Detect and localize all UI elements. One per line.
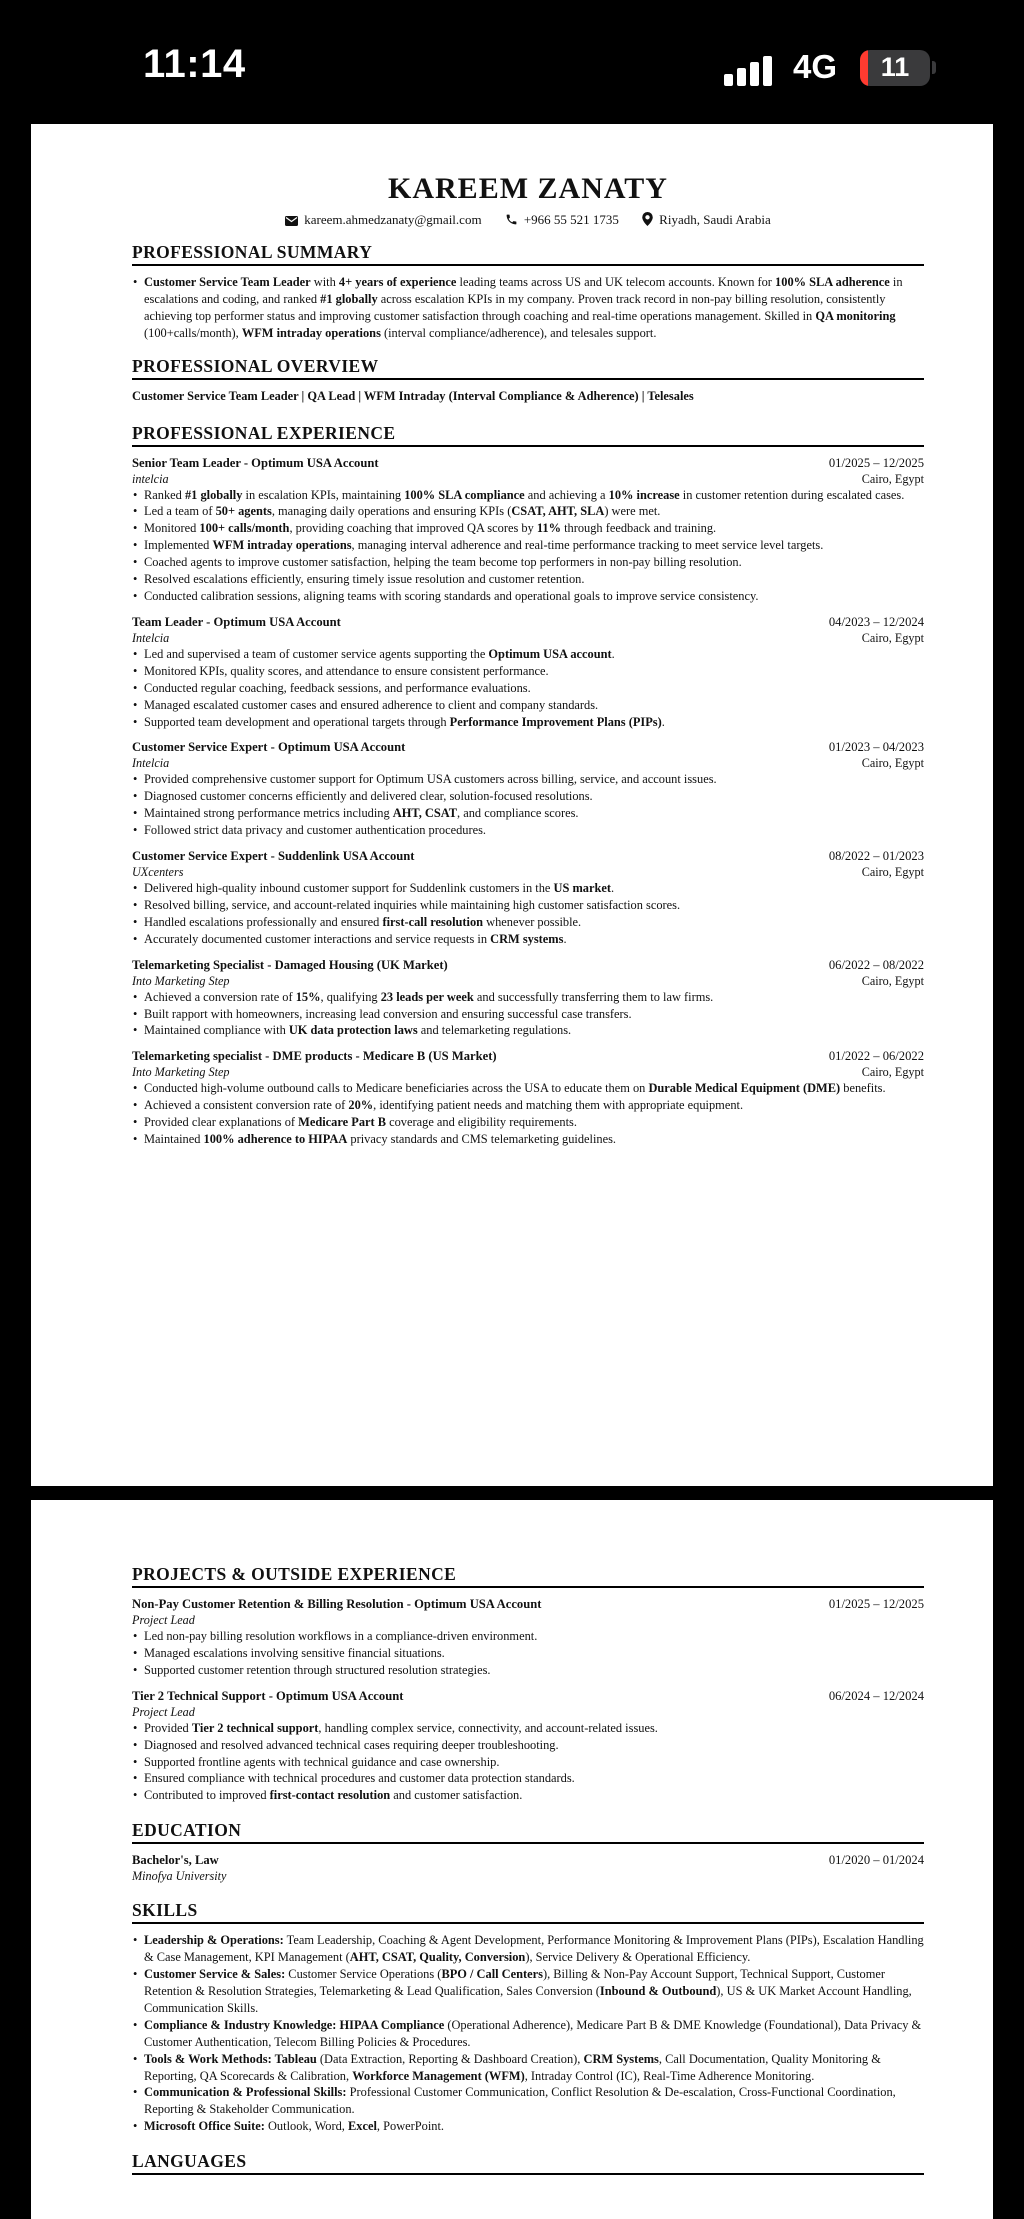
job-bullet: • Achieved a consistent conversion rate of 20%, identifying patient needs and matching them with appropriate equipment. — [144, 1097, 924, 1114]
job-bullet: • Provided comprehensive customer support for Optimum USA customers across billing, service, and account issues. — [144, 771, 924, 788]
job-bullet: • Provided clear explanations of Medicare Part B coverage and eligibility requirements. — [144, 1114, 924, 1131]
battery-tip — [932, 61, 936, 74]
job-bullets — [132, 989, 924, 1040]
section-projects-heading: PROJECTS & OUTSIDE EXPERIENCE — [132, 1564, 924, 1588]
project-bullet: • Provided Tier 2 technical support, handling complex service, connectivity, and account-related issues. — [144, 1720, 924, 1737]
signal-icon — [724, 52, 774, 86]
job-title: Team Leader - Optimum USA Account — [132, 614, 341, 629]
job-location: Cairo, Egypt — [861, 1065, 924, 1080]
job-bullet: • Followed strict data privacy and customer authentication procedures. — [144, 822, 924, 839]
job-bullet: • Conducted regular coaching, feedback sessions, and performance evaluations. — [144, 680, 924, 697]
phone-icon — [505, 213, 518, 226]
project-header — [132, 1688, 924, 1705]
job-bullet: • Built rapport with homeowners, increasing lead conversion and ensuring successful case transfers. — [144, 1006, 924, 1023]
job-subheader — [132, 756, 924, 771]
section-experience-heading: PROFESSIONAL EXPERIENCE — [132, 423, 924, 447]
job-bullet: • Diagnosed customer concerns efficiently and delivered clear, solution-focused resolutions. — [144, 788, 924, 805]
job-company: Into Marketing Step — [132, 973, 230, 988]
project-bullet: • Supported frontline agents with technical guidance and case ownership. — [144, 1754, 924, 1771]
experience-entry — [132, 614, 924, 731]
contact-line — [132, 212, 924, 228]
job-company: Into Marketing Step — [132, 1065, 230, 1080]
project-bullets — [132, 1628, 924, 1679]
status-bar — [0, 0, 1024, 124]
education-school: Minofya University — [132, 1869, 227, 1884]
skill-item: • Microsoft Office Suite: Outlook, Word, Excel, PowerPoint. — [144, 2118, 924, 2135]
job-company: Intelcia — [132, 630, 170, 645]
job-bullet: • Implemented WFM intraday operations, managing interval adherence and real-time performance tracking to meet service level targets. — [144, 537, 924, 554]
project-subheader — [132, 1705, 924, 1720]
job-bullet: • Maintained strong performance metrics including AHT, CSAT, and compliance scores. — [144, 805, 924, 822]
skill-item: • Tools & Work Methods: Tableau (Data Extraction, Reporting & Dashboard Creation), CRM Systems, Call Documentation, Quality Monitoring & Reporting, QA Scorecards & Calibration, Workforce Management (WFM), Intraday Control (IC), Real-Time Adherence Monitoring. — [144, 2051, 924, 2085]
skill-item: • Leadership & Operations: Team Leadership, Coaching & Agent Development, Performance Monitoring & Improvement Plans (PIPs), Escalation Handling & Case Management, KPI Management (AHT, CSAT, Quality, Conversion), Service Delivery & Operational Efficiency. — [144, 1932, 924, 1966]
project-role: Project Lead — [132, 1613, 195, 1627]
projects-list — [132, 1596, 924, 1804]
summary-paragraph: • Customer Service Team Leader with 4+ years of experience leading teams across US and UK telecom accounts. Known for 100% SLA adherence in escalations and coding, and ranked #1 globally across escalation KPIs in my company. Proven track record in non-pay billing resolution, consistently achieving top performer status and improving customer satisfaction through coaching and real-time operations management. Skilled in QA monitoring (100+calls/month), WFM intraday operations (interval compliance/adherence), and telesales support. — [144, 274, 924, 342]
job-bullet: • Supported team development and operational targets through Performance Improvement Plans (PIPs). — [144, 714, 924, 731]
job-bullets — [132, 880, 924, 948]
summary-list — [132, 274, 924, 342]
page-1-content — [132, 124, 924, 1148]
job-bullet: • Coached agents to improve customer satisfaction, helping the team become top performers in non-pay billing resolution. — [144, 554, 924, 571]
project-subheader — [132, 1613, 924, 1628]
section-education-heading: EDUCATION — [132, 1820, 924, 1844]
job-bullet: • Delivered high-quality inbound customer support for Suddenlink customers in the US market. — [144, 880, 924, 897]
job-bullet: • Led and supervised a team of customer service agents supporting the Optimum USA account. — [144, 646, 924, 663]
project-bullet: • Supported customer retention through structured resolution strategies. — [144, 1662, 924, 1679]
section-skills-heading: SKILLS — [132, 1900, 924, 1924]
job-subheader — [132, 631, 924, 646]
job-dates: 06/2022 – 08/2022 — [828, 957, 924, 972]
project-bullet: • Ensured compliance with technical procedures and customer data protection standards. — [144, 1770, 924, 1787]
job-dates: 01/2023 – 04/2023 — [828, 740, 924, 755]
job-bullet: • Resolved escalations efficiently, ensuring timely issue resolution and customer retention. — [144, 571, 924, 588]
job-bullet: • Resolved billing, service, and account-related inquiries while maintaining high customer satisfaction scores. — [144, 897, 924, 914]
job-subheader — [132, 974, 924, 989]
section-languages-heading: LANGUAGES — [132, 2151, 924, 2175]
job-bullet: • Conducted high-volume outbound calls to Medicare beneficiaries across the USA to educate them on Durable Medical Equipment (DME) benefits. — [144, 1080, 924, 1097]
job-location: Cairo, Egypt — [861, 630, 924, 645]
job-bullets — [132, 646, 924, 731]
phone-text: +966 55 521 1735 — [523, 212, 619, 227]
job-location: Cairo, Egypt — [861, 973, 924, 988]
job-title: Telemarketing Specialist - Damaged Housing (UK Market) — [132, 957, 448, 972]
job-title: Senior Team Leader - Optimum USA Account — [132, 455, 379, 470]
skill-item: • Customer Service & Sales: Customer Service Operations (BPO / Call Centers), Billing & Non-Pay Account Support, Technical Support, Customer Retention & Resolution Strategies, Telemarketing & Lead Qualification, Sales Conversion (Inbound & Outbound), US & UK Market Account Handling, Communication Skills. — [144, 1966, 924, 2017]
project-bullets — [132, 1720, 924, 1805]
job-bullets — [132, 487, 924, 605]
project-entry — [132, 1596, 924, 1679]
email-text: kareem.ahmedzanaty@gmail.com — [304, 212, 482, 227]
job-bullets — [132, 1080, 924, 1148]
job-dates: 01/2022 – 06/2022 — [828, 1049, 924, 1064]
job-header — [132, 848, 924, 865]
battery-icon — [860, 50, 930, 86]
job-title: Customer Service Expert - Optimum USA Account — [132, 740, 406, 755]
experience-list — [132, 455, 924, 1148]
job-bullet: • Achieved a conversion rate of 15%, qualifying 23 leads per week and successfully transferring them to law firms. — [144, 989, 924, 1006]
location-text: Riyadh, Saudi Arabia — [659, 212, 771, 227]
job-header — [132, 739, 924, 756]
job-bullet: • Monitored KPIs, quality scores, and attendance to ensure consistent performance. — [144, 663, 924, 680]
project-entry — [132, 1688, 924, 1805]
job-header — [132, 455, 924, 472]
job-header — [132, 957, 924, 974]
candidate-name: KAREEM ZANATY — [388, 172, 668, 205]
job-subheader — [132, 1065, 924, 1080]
project-bullet: • Managed escalations involving sensitive financial situations. — [144, 1645, 924, 1662]
education-dates: 01/2020 – 01/2024 — [828, 1853, 924, 1868]
job-bullet: • Maintained compliance with UK data protection laws and telemarketing regulations. — [144, 1022, 924, 1039]
skill-item: • Compliance & Industry Knowledge: HIPAA Compliance (Operational Adherence), Medicare Part B & DME Knowledge (Foundational), Data Privacy & Customer Authentication, Telecom Billing Policies & Procedures. — [144, 2017, 924, 2051]
project-dates: 01/2025 – 12/2025 — [828, 1597, 924, 1611]
job-bullet: • Ranked #1 globally in escalation KPIs, maintaining 100% SLA compliance and achieving a 10% increase in customer retention during escalated cases. — [144, 487, 924, 504]
experience-entry — [132, 1048, 924, 1148]
job-bullet: • Led a team of 50+ agents, managing daily operations and ensuring KPIs (CSAT, AHT, SLA) were met. — [144, 503, 924, 520]
job-bullet: • Managed escalated customer cases and ensured adherence to client and company standards. — [144, 697, 924, 714]
job-company: Intelcia — [132, 756, 170, 771]
job-header — [132, 1048, 924, 1065]
battery-level: 11 — [880, 52, 910, 82]
job-company: UXcenters — [132, 865, 184, 880]
job-location: Cairo, Egypt — [861, 865, 924, 880]
job-dates: 01/2025 – 12/2025 — [828, 455, 924, 470]
overview-text: Customer Service Team Leader | QA Lead | WFM Intraday (Interval Compliance & Adherence) | Telesales — [132, 388, 694, 403]
job-bullet: • Handled escalations professionally and ensured first-call resolution whenever possible. — [144, 914, 924, 931]
experience-entry — [132, 957, 924, 1040]
job-title: Telemarketing specialist - DME products - Medicare B (US Market) — [132, 1049, 497, 1064]
job-bullet: • Accurately documented customer interactions and service requests in CRM systems. — [144, 931, 924, 948]
location-pin-icon — [642, 212, 653, 226]
network-type: 4G — [793, 48, 838, 85]
job-bullets — [132, 771, 924, 839]
experience-entry — [132, 848, 924, 948]
section-summary-heading: PROFESSIONAL SUMMARY — [132, 242, 924, 266]
skills-list — [132, 1932, 924, 2135]
job-company: intelcia — [132, 471, 169, 486]
experience-entry — [132, 739, 924, 839]
job-header — [132, 614, 924, 631]
job-dates: 08/2022 – 01/2023 — [828, 849, 924, 864]
resume-page-2 — [31, 1500, 993, 2219]
education-entry — [132, 1852, 924, 1869]
project-bullet: • Diagnosed and resolved advanced technical cases requiring deeper troubleshooting. — [144, 1737, 924, 1754]
page-2-content — [132, 1550, 924, 2183]
mail-icon — [285, 216, 298, 226]
project-role: Project Lead — [132, 1704, 195, 1719]
project-dates: 06/2024 – 12/2024 — [828, 1688, 924, 1703]
skill-item: • Communication & Professional Skills: Professional Customer Communication, Conflict Resolution & De-escalation, Cross-Functional Coordination, Reporting & Stakeholder Communication. — [144, 2084, 924, 2118]
job-bullet: • Maintained 100% adherence to HIPAA privacy standards and CMS telemarketing guidelines. — [144, 1131, 924, 1148]
education-degree: Bachelor's, Law — [132, 1853, 219, 1868]
project-bullet: • Contributed to improved first-contact resolution and customer satisfaction. — [144, 1787, 924, 1804]
job-bullet: • Monitored 100+ calls/month, providing coaching that improved QA scores by 11% through feedback and training. — [144, 520, 924, 537]
status-time: 11:14 — [143, 42, 246, 86]
section-overview-heading: PROFESSIONAL OVERVIEW — [132, 356, 924, 380]
experience-entry — [132, 455, 924, 605]
resume-page-1 — [31, 124, 993, 1486]
project-bullet: • Led non-pay billing resolution workflows in a compliance-driven environment. — [144, 1628, 924, 1645]
job-dates: 04/2023 – 12/2024 — [828, 614, 924, 629]
job-title: Customer Service Expert - Suddenlink USA Account — [132, 849, 415, 864]
job-location: Cairo, Egypt — [861, 756, 924, 771]
project-title: Non-Pay Customer Retention & Billing Resolution - Optimum USA Account — [132, 1597, 542, 1611]
job-subheader — [132, 472, 924, 487]
project-header — [132, 1596, 924, 1613]
job-location: Cairo, Egypt — [861, 471, 924, 486]
job-bullet: • Conducted calibration sessions, aligning teams with scoring standards and operational goals to improve service consistency. — [144, 588, 924, 605]
project-title: Tier 2 Technical Support - Optimum USA Account — [132, 1688, 404, 1703]
job-subheader — [132, 865, 924, 880]
